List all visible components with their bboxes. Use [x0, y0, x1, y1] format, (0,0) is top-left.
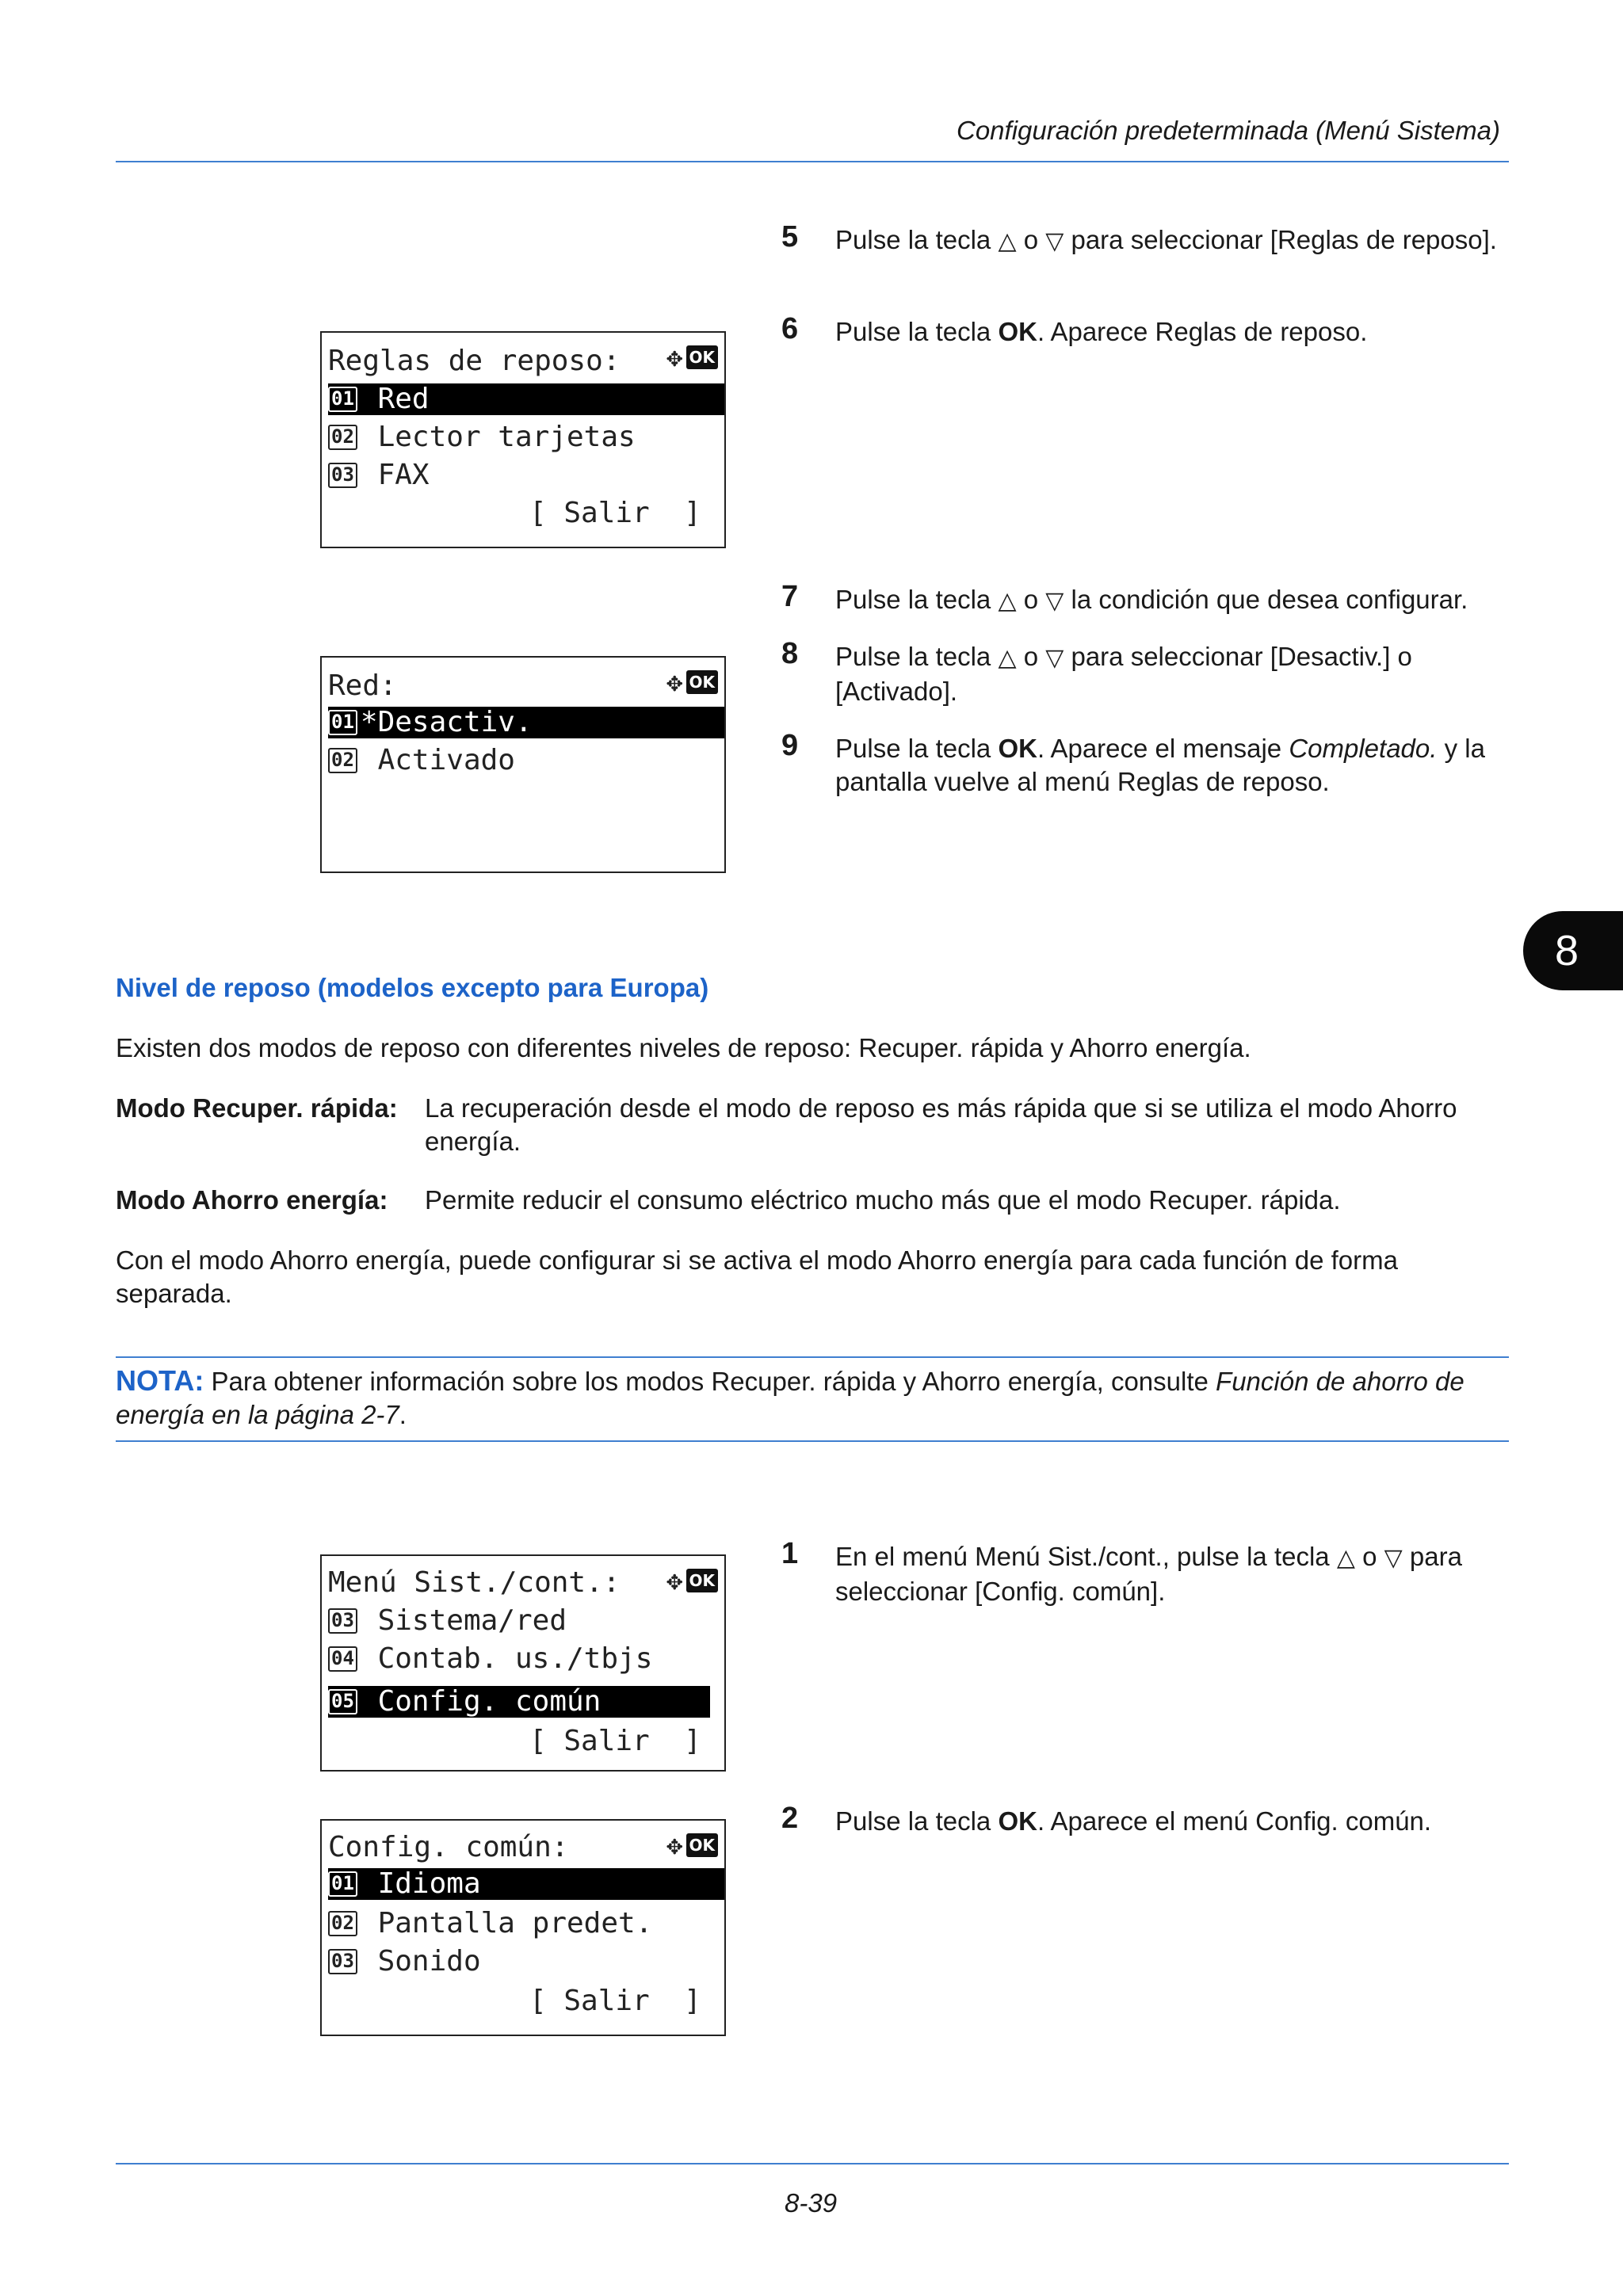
step-number: 1 [781, 1537, 799, 1570]
lcd-menu-item[interactable]: 05 Config. común [328, 1686, 710, 1718]
step-number: 2 [781, 1802, 799, 1835]
lcd-menu-item[interactable]: 01 *Desactiv. [328, 707, 724, 738]
lcd-exit-button[interactable]: [ Salir ] [529, 497, 701, 529]
lcd-panel-red [320, 656, 726, 873]
lcd-menu-item[interactable]: 01 Red [328, 383, 724, 415]
header-rule [116, 161, 1509, 162]
note-link[interactable]: Función de ahorro de energía en la página 2-7 [116, 1367, 1465, 1429]
navigation-icon: ✥ [666, 1565, 683, 1596]
lcd-menu-item[interactable]: 03 FAX [328, 460, 724, 491]
up-arrow-icon: △ [998, 228, 1017, 254]
lcd-title: Reglas de reposo: [328, 345, 621, 377]
definition-term: Modo Ahorro energía: [116, 1185, 388, 1215]
navigation-icon: ✥ [666, 666, 683, 698]
step-text: Pulse la tecla △ o ▽ para seleccionar [Desactiv.] o [Activado]. [835, 642, 1412, 706]
ok-key-icon: OK [686, 1569, 719, 1592]
step-text: Pulse la tecla OK. Aparece Reglas de reposo. [835, 317, 1368, 346]
up-arrow-icon: △ [998, 588, 1017, 614]
lcd-menu-item[interactable]: 02 Pantalla predet. [328, 1908, 724, 1939]
section-heading: Nivel de reposo (modelos excepto para Europa) [116, 973, 709, 1002]
lcd-icons [666, 1829, 718, 1861]
step-text: Pulse la tecla △ o ▽ la condición que desea configurar. [835, 585, 1468, 614]
lcd-menu-item[interactable]: 03 Sonido [328, 1946, 724, 1978]
down-arrow-icon: ▽ [1045, 588, 1064, 614]
note-top-rule [116, 1356, 1509, 1358]
lcd-menu-item[interactable]: 03 Sistema/red [328, 1605, 724, 1637]
step-text: Pulse la tecla △ o ▽ para seleccionar [Reglas de reposo]. [835, 225, 1497, 254]
lcd-exit-button[interactable]: [ Salir ] [529, 1725, 701, 1757]
definition-term: Modo Recuper. rápida: [116, 1093, 398, 1123]
note-bottom-rule [116, 1440, 1509, 1442]
lcd-icons [666, 341, 718, 373]
step-number: 7 [781, 580, 799, 613]
lcd-title: Red: [328, 669, 397, 702]
up-arrow-icon: △ [1336, 1545, 1355, 1571]
step-text: Pulse la tecla OK. Aparece el mensaje Completado. y la pantalla vuelve al menú Reglas de reposo. [835, 734, 1485, 796]
page-number: 8-39 [785, 2188, 838, 2218]
section-intro: Existen dos modos de reposo con diferentes niveles de reposo: Recuper. rápida y Ahorro energía. [116, 1033, 1251, 1062]
definition-body: La recuperación desde el modo de reposo es más rápida que si se utiliza el modo Ahorro energía. [425, 1093, 1457, 1156]
lcd-panel-menu-sistema [320, 1554, 726, 1772]
chapter-tab: 8 [1523, 911, 1623, 990]
running-header: Configuración predeterminada (Menú Sistema) [956, 116, 1500, 145]
up-arrow-icon: △ [998, 645, 1017, 671]
note-label: NOTA: [116, 1364, 204, 1397]
lcd-menu-item[interactable]: 01 Idioma [328, 1868, 724, 1900]
step-text: Pulse la tecla OK. Aparece el menú Config. común. [835, 1806, 1432, 1836]
section-outro: Con el modo Ahorro energía, puede configurar si se activa el modo Ahorro energía para cada función de forma separada. [116, 1245, 1398, 1308]
definition-body: Permite reducir el consumo eléctrico mucho más que el modo Recuper. rápida. [425, 1185, 1341, 1215]
lcd-menu-item[interactable]: 02 Activado [328, 745, 724, 776]
lcd-icons [666, 666, 718, 698]
navigation-icon: ✥ [666, 341, 683, 373]
ok-key-icon: OK [686, 345, 719, 369]
lcd-menu-item[interactable]: 04 Contab. us./tbjs [328, 1643, 724, 1675]
lcd-menu-item[interactable]: 02 Lector tarjetas [328, 421, 724, 453]
lcd-title: Config. común: [328, 1831, 569, 1863]
down-arrow-icon: ▽ [1045, 645, 1064, 671]
step-number: 8 [781, 637, 799, 670]
lcd-title: Menú Sist./cont.: [328, 1566, 621, 1599]
down-arrow-icon: ▽ [1045, 228, 1064, 254]
step-number: 5 [781, 220, 799, 254]
down-arrow-icon: ▽ [1384, 1545, 1403, 1571]
note: NOTA: Para obtener información sobre los modos Recuper. rápida y Ahorro energía, consulte Función de ahorro de energía en la página 2-7. [116, 1364, 1465, 1429]
ok-key-icon: OK [686, 670, 719, 694]
lcd-exit-button[interactable]: [ Salir ] [529, 1985, 701, 2017]
navigation-icon: ✥ [666, 1829, 683, 1861]
step-number: 6 [781, 312, 799, 345]
footer-rule [116, 2163, 1509, 2164]
ok-key-icon: OK [686, 1833, 719, 1857]
lcd-icons [666, 1567, 718, 1594]
step-number: 9 [781, 729, 799, 762]
lcd-panel-reglas-reposo [320, 331, 726, 548]
lcd-panel-config-comun [320, 1819, 726, 2036]
step-text: En el menú Menú Sist./cont., pulse la tecla △ o ▽ para seleccionar [Config. común]. [835, 1542, 1462, 1606]
